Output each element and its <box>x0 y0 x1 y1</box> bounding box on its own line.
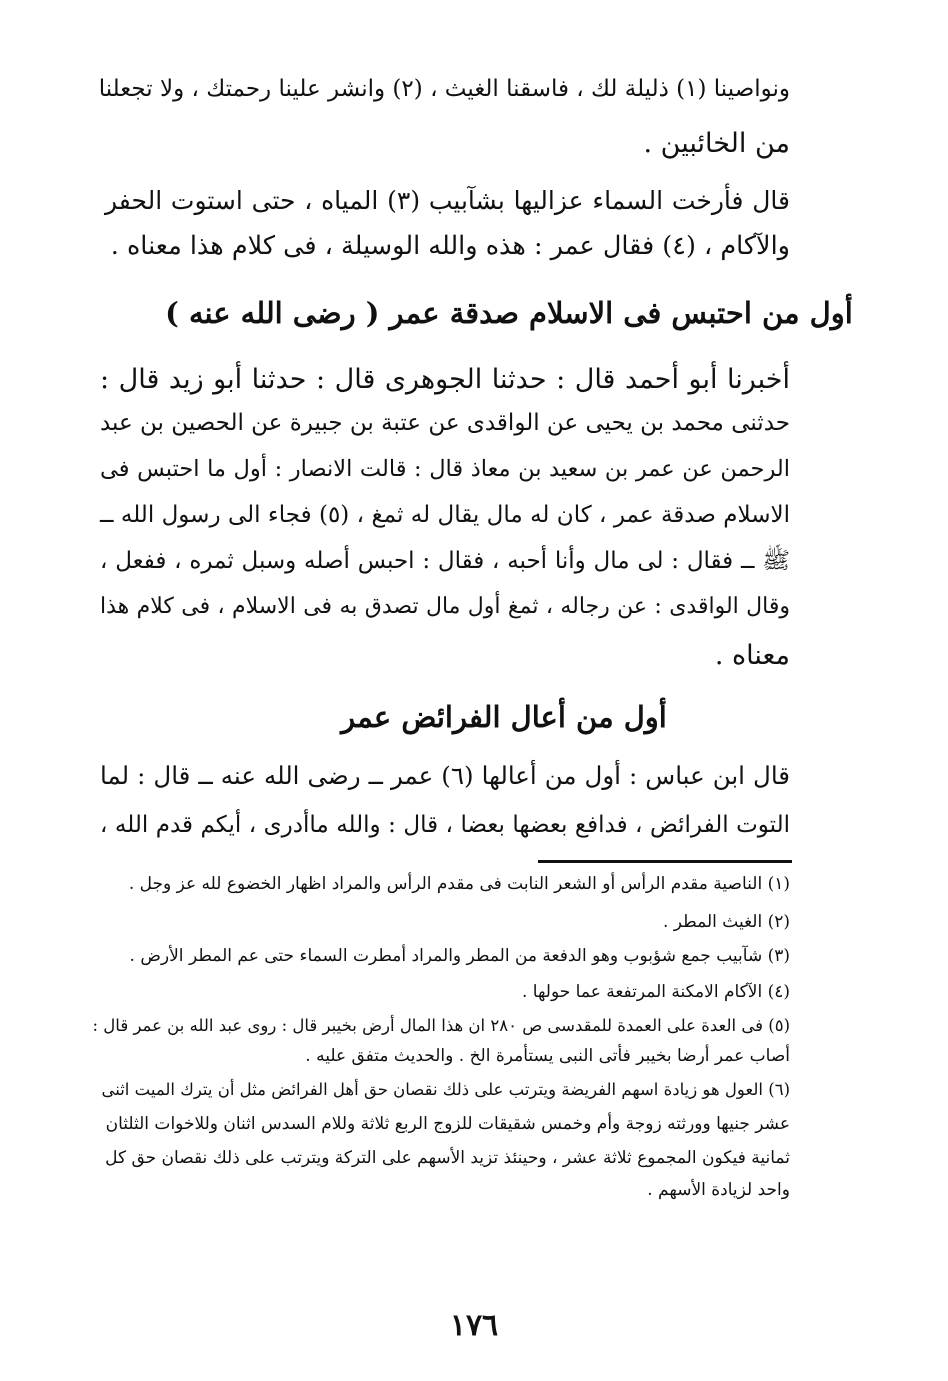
footnote-6-cont: عشر جنيها وورثته زوجة وأم وخمس شقيقات للزوج الربع ثلاثة وللام السدس اثنان وللاخوات الثلثان <box>105 1114 790 1134</box>
text-line: قال فأرخت السماء عزاليها بشآبيب (٣) المياه ، حتى استوت الحفر <box>105 186 790 215</box>
text-line: الاسلام صدقة عمر ، كان له مال يقال له ثمغ ، (٥) فجاء الى رسول الله ــ <box>100 502 790 528</box>
page-number: ١٧٦ <box>449 1308 499 1343</box>
opening-paragraph <box>100 78 790 168</box>
section-heading: أول من احتبس فى الاسلام صدقة عمر ( رضى الله عنه ) <box>165 296 853 330</box>
text-line: معناه . <box>714 640 790 671</box>
footnote-6-cont: واحد لزيادة الأسهم . <box>647 1180 790 1200</box>
footnote-separator <box>538 860 792 863</box>
footnote-2: (٢) الغيث المطر . <box>662 912 790 932</box>
text-line: حدثنى محمد بن يحيى عن الواقدى عن عتبة بن جبيرة عن الحصين بن عبد <box>99 410 790 436</box>
text-line: ﷺ ــ فقال : لى مال وأنا أحبه ، فقال : احبس أصله وسبل ثمره ، ففعل ، <box>100 548 790 574</box>
footnotes <box>88 874 790 1214</box>
footnote-5: (٥) فى العدة على العمدة للمقدسى ص ٢٨٠ ان هذا المال أرض بخيبر قال : روى عبد الله بن عمر قال : <box>92 1016 790 1035</box>
text-line: ونواصينا (١) ذليلة لك ، فاسقنا الغيث ، (٢) وانشر علينا رحمتك ، ولا تجعلنا <box>98 76 790 102</box>
section-heading: أول من أعال الفرائض عمر <box>341 700 667 734</box>
text-line: أخبرنا أبو أحمد قال : حدثنا الجوهرى قال : حدثنا أبو زيد قال : <box>100 364 790 395</box>
text-line: الرحمن عن عمر بن سعيد بن معاذ قال : قالت الانصار : أول ما احتبس فى <box>100 456 790 482</box>
sadaqa-paragraph <box>100 366 790 676</box>
awl-paragraph <box>100 761 790 854</box>
rain-paragraph <box>105 188 790 278</box>
footnote-4: (٤) الآكام الامكنة المرتفعة عما حولها . <box>521 982 790 1002</box>
footnote-6-cont: ثمانية فيكون المجموع ثلاثة عشر ، وحينئذ تزيد الأسهم على التركة ويترتب على ذلك نقصان حق كل <box>105 1148 790 1168</box>
text-line: وقال الواقدى : عن رجاله ، ثمغ أول مال تصدق به فى الاسلام ، فى كلام هذا <box>100 594 790 619</box>
footnote-5-cont: أصاب عمر أرضا بخيبر فأتى النبى يستأمرة الخ . والحديث متفق عليه . <box>305 1046 790 1066</box>
footnote-6: (٦) العول هو زيادة اسهم الفريضة ويترتب على ذلك نقصان حق أهل الفرائض مثل أن يترك الميت اثنى <box>101 1080 790 1099</box>
text-line: والآكام ، (٤) فقال عمر : هذه والله الوسيلة ، فى كلام هذا معناه . <box>110 231 790 261</box>
text-line: قال ابن عباس : أول من أعالها (٦) عمر ــ رضى الله عنه ــ قال : لما <box>100 761 790 790</box>
footnote-3: (٣) شآبيب جمع شؤبوب وهو الدفعة من المطر والمراد أمطرت السماء حتى عم المطر الأرض . <box>129 946 790 966</box>
footnote-1: (١) الناصية مقدم الرأس أو الشعر النابت فى مقدم الرأس والمراد اظهار الخضوع لله عز وجل . <box>128 874 790 894</box>
text-line: من الخائبين . <box>643 128 790 159</box>
text-line: التوت الفرائض ، فدافع بعضها بعضا ، قال : والله ماأدرى ، أيكم قدم الله ، <box>100 812 790 838</box>
